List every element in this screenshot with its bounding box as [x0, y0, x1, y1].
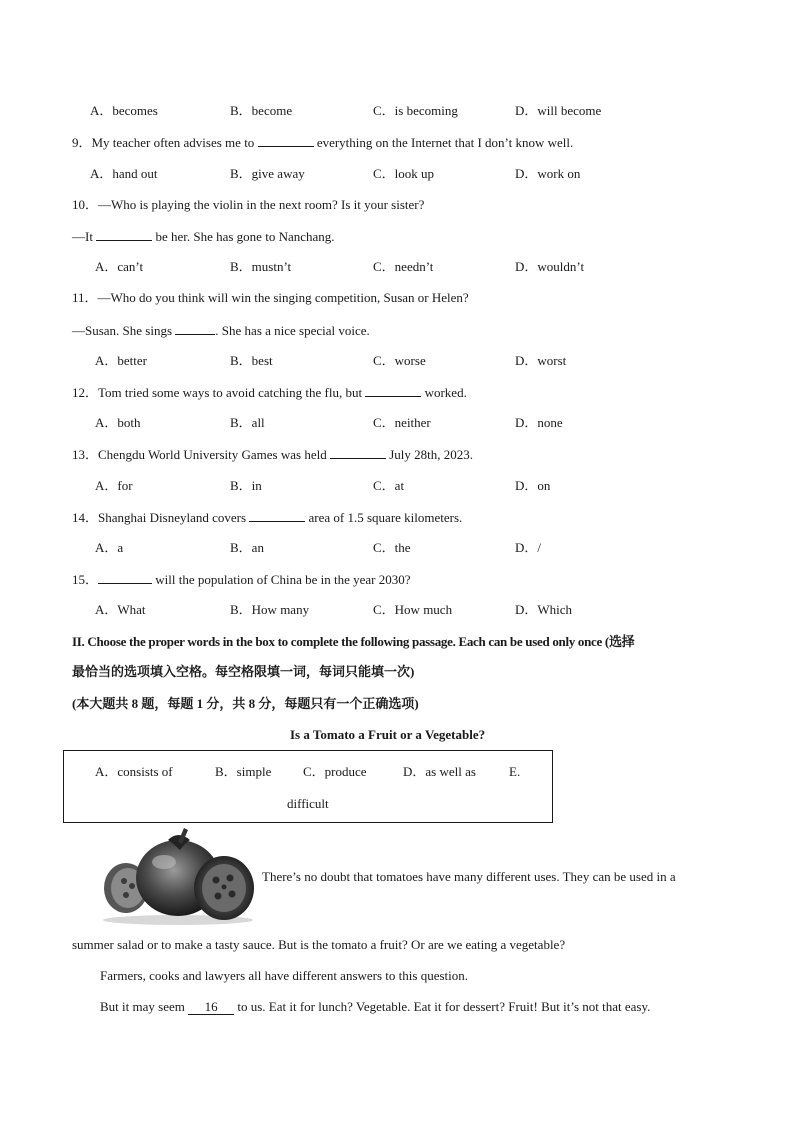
word-box: [63, 750, 553, 823]
q9-option-a: A．hand out: [90, 166, 158, 181]
question-11-stem: 11．—Who do you think will win the singing competition, Susan or Helen?: [72, 290, 469, 305]
word-box-option-a: A．consists of: [95, 764, 173, 779]
q15-blank: [98, 571, 152, 584]
q14-option-b: B．an: [230, 540, 264, 555]
q14-pre: 14．Shanghai Disneyland covers: [72, 510, 247, 525]
question-15: [72, 571, 411, 588]
question-10-answer-line: [72, 228, 335, 245]
tomato-illustration: [98, 826, 260, 926]
q13-pre: 13．Chengdu World University Games was held: [72, 447, 327, 462]
q12-option-a: A．both: [95, 415, 141, 430]
question-12: [72, 384, 467, 401]
q13-option-d: D．on: [515, 478, 551, 493]
word-box-option-c: C．produce: [303, 764, 367, 779]
q12-post: worked.: [424, 385, 467, 400]
q14-post: area of 1.5 square kilometers.: [308, 510, 463, 525]
question-9: [72, 134, 573, 151]
question-10-stem: 10．—Who is playing the violin in the next room? Is it your sister?: [72, 197, 425, 212]
q15-option-a: A．What: [95, 602, 146, 617]
blank-16: 16: [188, 1000, 234, 1015]
q15-post: will the population of China be in the year 2030?: [155, 572, 411, 587]
q14-option-a: A．a: [95, 540, 124, 555]
q12-pre: 12．Tom tried some ways to avoid catching the flu, but: [72, 385, 363, 400]
q10-post: be her. She has gone to Nanchang.: [155, 229, 335, 244]
para3-post: to us. Eat it for lunch? Vegetable. Eat it for dessert? Fruit! But it’s not that easy.: [237, 999, 651, 1014]
question-13: [72, 446, 473, 463]
q15-pre: 15．: [72, 572, 99, 587]
para3-pre: But it may seem: [100, 999, 185, 1014]
q14-option-c: C．the: [373, 540, 411, 555]
q14-blank: [249, 509, 305, 522]
q13-option-a: A．for: [95, 478, 133, 493]
section-2-heading-line1: II. Choose the proper words in the box to complete the following passage. Each can be used only once (选择: [72, 634, 635, 649]
q10-option-b: B．mustn’t: [230, 259, 292, 274]
passage-para3: [100, 999, 650, 1015]
q9-option-d: D．work on: [515, 166, 581, 181]
q11-option-a: A．better: [95, 353, 147, 368]
q8-option-c: C．is becoming: [373, 103, 458, 118]
q13-option-c: C．at: [373, 478, 405, 493]
section-2-heading-line3: (本大题共 8 题，每题 1 分，共 8 分，每题只有一个正确选项): [72, 696, 419, 711]
passage-para1-line2: summer salad or to make a tasty sauce. But is the tomato a fruit? Or are we eating a vegetable?: [72, 937, 566, 952]
q15-option-c: C．How much: [373, 602, 453, 617]
q9-option-b: B．give away: [230, 166, 305, 181]
q13-option-b: B．in: [230, 478, 262, 493]
q8-option-b: B．become: [230, 103, 293, 118]
q15-option-d: D．Which: [515, 602, 573, 617]
q12-option-c: C．neither: [373, 415, 431, 430]
q10-pre: —It: [72, 229, 93, 244]
q11-blank: [175, 322, 215, 335]
question-14: [72, 509, 462, 526]
q8-option-a: A．becomes: [90, 103, 158, 118]
q10-blank: [96, 228, 152, 241]
q9-option-c: C．look up: [373, 166, 435, 181]
q11-post: . She has a nice special voice.: [215, 323, 370, 338]
word-box-option-b: B．simple: [215, 764, 272, 779]
question-11-answer-line: [72, 322, 370, 339]
q14-option-d: D．/: [515, 540, 542, 555]
q10-option-d: D．wouldn’t: [515, 259, 585, 274]
q10-option-a: A．can’t: [95, 259, 144, 274]
word-box-option-d: D．as well as: [403, 764, 476, 779]
q12-option-d: D．none: [515, 415, 563, 430]
passage-para2: Farmers, cooks and lawyers all have different answers to this question.: [100, 968, 468, 983]
q13-blank: [330, 446, 386, 459]
word-box-option-e-word: difficult: [287, 796, 329, 811]
passage-title: Is a Tomato a Fruit or a Vegetable?: [290, 727, 486, 742]
section-2-heading-line2: 最恰当的选项填入空格。每空格限填一词，每词只能填一次): [72, 664, 415, 679]
q13-post: July 28th, 2023.: [389, 447, 474, 462]
q8-option-d: D．will become: [515, 103, 602, 118]
q9-stem-post: everything on the Internet that I don’t know well.: [316, 135, 574, 150]
q15-option-b: B．How many: [230, 602, 310, 617]
q12-option-b: B．all: [230, 415, 265, 430]
word-box-option-e: E.: [509, 764, 521, 779]
passage-para1-line1: There’s no doubt that tomatoes have many different uses. They can be used in a: [262, 869, 676, 884]
q11-option-d: D．worst: [515, 353, 567, 368]
q12-blank: [365, 384, 421, 397]
q10-option-c: C．needn’t: [373, 259, 434, 274]
q9-stem-pre: 9．My teacher often advises me to: [72, 135, 255, 150]
q11-option-b: B．best: [230, 353, 273, 368]
q9-blank: [258, 134, 314, 147]
q11-option-c: C．worse: [373, 353, 426, 368]
q11-pre: —Susan. She sings: [72, 323, 173, 338]
